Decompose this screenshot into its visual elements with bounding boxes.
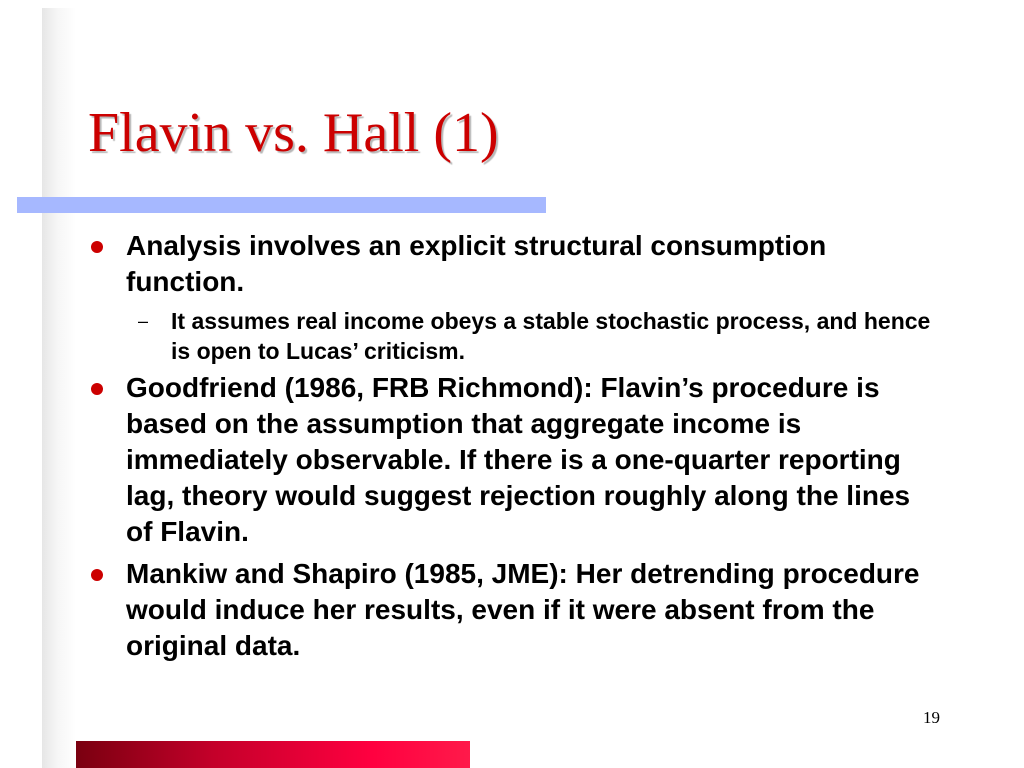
- page-number: 19: [923, 708, 940, 727]
- sub-bullet-text: It assumes real income obeys a stable stochastic process, and hence is open to Lucas’ criticism.: [171, 308, 931, 364]
- bullet-dot-icon: [91, 241, 103, 253]
- bottom-decorative-bar: [76, 741, 470, 768]
- bullet-text: Analysis involves an explicit structural consumption function.: [126, 230, 827, 297]
- bullet-item: [88, 556, 938, 664]
- bullet-text: Mankiw and Shapiro (1985, JME): Her detrending procedure would induce her results, even if it were absent from the original data.: [126, 558, 920, 661]
- sub-bullet-item: [88, 306, 938, 366]
- sub-bullet-dash: –: [138, 311, 149, 331]
- title-underline-bar: [17, 197, 546, 213]
- bullet-dot-icon: [91, 569, 103, 581]
- bullet-item: [88, 370, 938, 550]
- bullet-item: [88, 228, 938, 300]
- bullet-text: Goodfriend (1986, FRB Richmond): Flavin’s procedure is based on the assumption that aggregate income is immediately observable. If there is a one-quarter reporting lag, theory would suggest rejection roughly along the lines of Flavin.: [126, 372, 911, 547]
- slide-body: [88, 228, 938, 670]
- slide-title: Flavin vs. Hall (1): [88, 102, 499, 164]
- left-decorative-stripe: [42, 8, 76, 768]
- bullet-dot-icon: [91, 383, 103, 395]
